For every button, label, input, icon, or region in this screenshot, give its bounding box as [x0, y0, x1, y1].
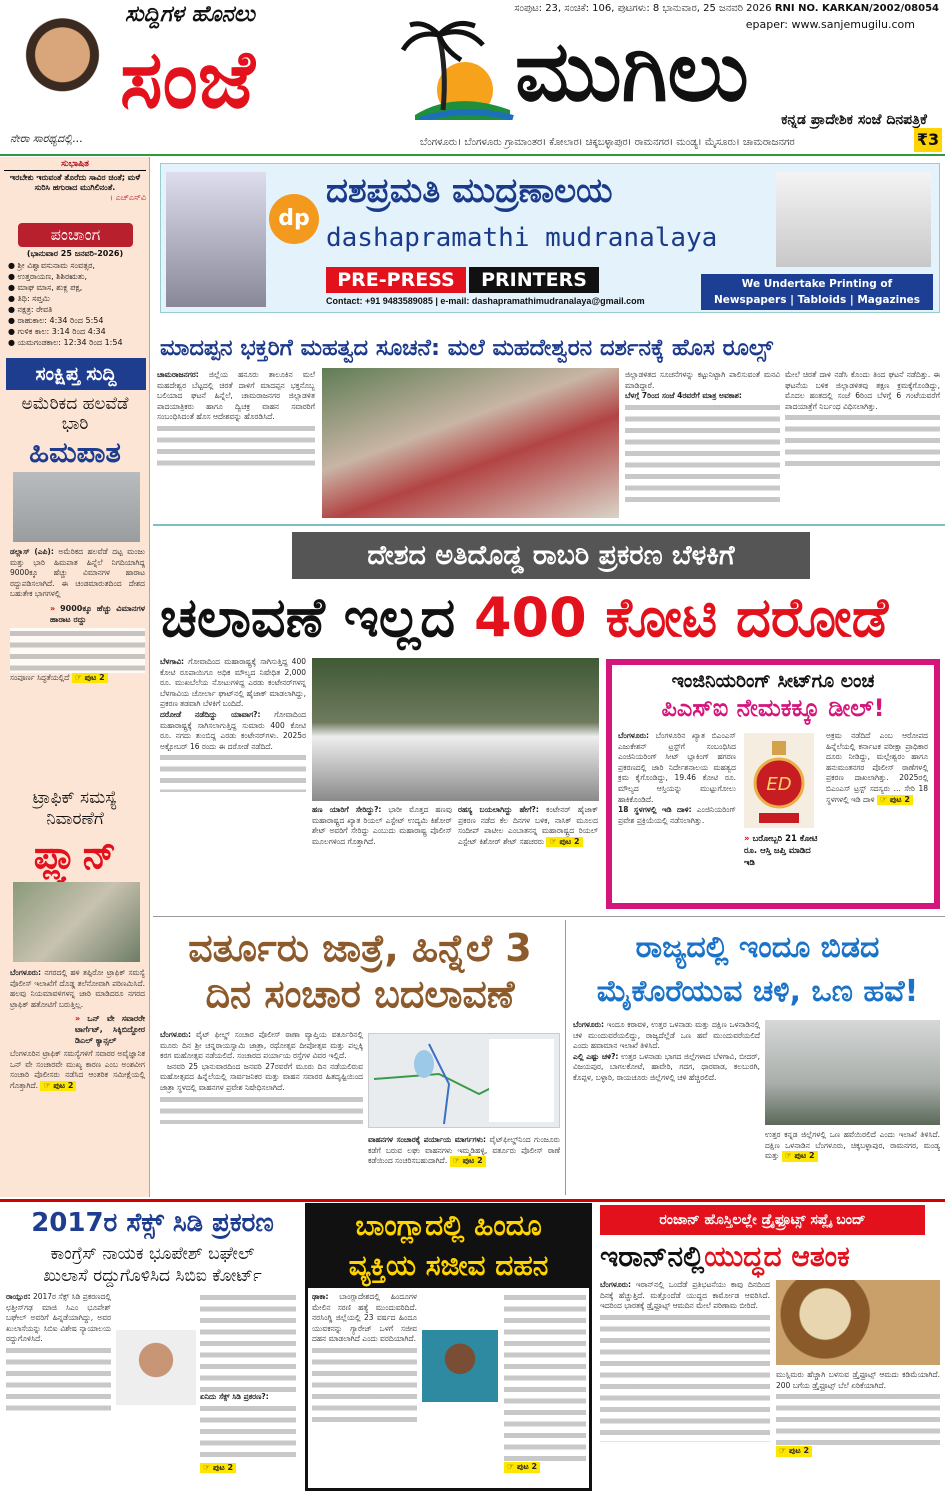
iran-story: ಬೆಂಗಳೂರು: ಇರಾನ್‌ನಲ್ಲಿ ಒಂದೆಡೆ ಪ್ರತಿಭಟನೆಯು ಕಾವು ದಿನದಿಂದ ದಿನಕ್ಕೆ ಹೆಚ್ಚುತ್ತಿದೆ. ಮತ್ತೊಂದೆಡೆ ಯುದ್ಧದ ಕಾರ್ಮೋಡ ಆವರಿಸಿದೆ. ಇದರಿಂದ ಭಾರತಕ್ಕೆ ಡ್ರೈಫ್ರೂಟ್ಸ್ ಆಮದಿನ ಮೇಲೆ ಪರಿಣಾಮ ಬೀರಿದೆ.	[600, 1280, 770, 1442]
panchanga-item: ● ಗುಳಿಕ ಕಾಲ: 3:14 ರಿಂದ 4:34	[8, 327, 106, 336]
subhashita-author: । ಎಚ್‌ಎಸ್‌ವಿ	[110, 193, 146, 202]
traffic-headline: ಪ್ಲ್ಯಾನ್	[33, 833, 117, 877]
psi-deal-box	[606, 659, 940, 909]
robbery-col3: ರಹಸ್ಯ ಬಯಲಾಗಿದ್ದು ಹೇಗೆ?: ಕಂಟೇನರ್ ಹೈಜಾಕ್ ಪ್ರಕರಣ ನಡೆದ ಕೆಲ ದಿನಗಳ ಬಳಿಕ, ನಾಸಿಕ್ ಮೂಲದ ಸಂದೀಪ್ ಪಾಟೀಲ ಎಂಬಾತನನ್ನ ಮಹಾರಾಷ್ಟ್ರದ ರಿಯಲ್ ಎಸ್ಟೇಟ್ ಕಿಶೋರ್ ಶೇಟ್ ಸಹಚರರು ☞ ಪುಟ 2	[458, 805, 599, 846]
weather-headline-line1: ರಾಜ್ಯದಲ್ಲಿ ಇಂದೂ ಬಿಡದ	[635, 930, 880, 965]
continued-page-2[interactable]: ☞ ಪುಟ 2	[782, 1151, 818, 1162]
masthead-name-mugilu: ಮುಗಿಲು	[515, 22, 749, 120]
psi-highlight: » ಬರೋಬ್ಬರಿ 21 ಕೋಟಿ ರೂ. ಆಸ್ತಿ ಜಪ್ತಿ ಮಾಡಿದ ಇಡಿ	[744, 833, 824, 869]
suv-truck-photo	[312, 658, 599, 801]
varthur-headline-line2: ದಿನ ಸಂಚಾರ ಬದಲಾವಣೆ	[205, 972, 515, 1016]
ad-services-line2: Newspapers | Tabloids | Magazines	[713, 294, 921, 306]
panchanga-list	[8, 260, 148, 348]
snow-highlight: » 9000ಕ್ಕೂ ಹೆಚ್ಚು ವಿಮಾನಗಳ ಹಾರಾಟ ರದ್ದು	[50, 603, 145, 625]
bottom-divider	[0, 1199, 945, 1202]
route-map-image	[368, 1033, 560, 1128]
masthead-name-sanje: ಸಂಜೆ	[120, 33, 255, 126]
varthur-headline	[160, 925, 560, 1017]
psi-headline: ಪಿಎಸ್‌ಐ ನೇಮಕಕ್ಕೂ ಡೀಲ್!	[661, 694, 885, 722]
weather-headline-line2: ಮೈಕೊರೆಯುವ ಚಳಿ, ಒಣ ಹವೆ!	[596, 974, 919, 1009]
traffic-photo	[13, 882, 140, 962]
continued-page-2[interactable]: ☞ ಪುಟ 2	[72, 673, 108, 684]
ad-machine-photo-left	[166, 172, 266, 307]
foggy-city-photo	[765, 1020, 940, 1125]
rni-number: RNI NO. KARKAN/2002/08054	[774, 3, 939, 14]
continued-page-2[interactable]: ☞ ಪುಟ 2	[504, 1462, 540, 1473]
bangladesh-headline-line2: ವ್ಯಕ್ತಿಯ ಸಜೀವ ದಹನ	[348, 1249, 549, 1282]
printing-press-ad	[160, 163, 940, 313]
traffic-kicker: ಟ್ರಾಫಿಕ್ ಸಮಸ್ಯೆ ನಿವಾರಣೆಗೆ	[32, 788, 118, 829]
iran-headline-black: ಇರಾನ್‌ನಲ್ಲಿ	[600, 1240, 705, 1273]
psi-col1: ಬೆಂಗಳೂರು: ಬೆಂಗಳೂರಿನ ಖ್ಯಾತ ಬಿಎಂಎಸ್ ಎಜುಕೇಶನ್ ಟ್ರಸ್ಟ್‌ಗೆ ಸಂಬಂಧಿಸಿದ ಎಂಜಿನಿಯರಿಂಗ್ ಸೀಟ್ ಬ್ಲಾಕಿಂಗ್ ಹಗರಣ ಪ್ರಕರಣದಲ್ಲಿ ಜಾರಿ ನಿರ್ದೇಶನಾಲಯ ಮಹತ್ವದ ಕ್ರಮ ಕೈಗೊಂಡಿದ್ದು, 19.46 ಕೋಟಿ ರೂ. ಮೌಲ್ಯದ ಆಸ್ತಿಯನ್ನು ಮುಟ್ಟುಗೋಲು ಹಾಕಿಕೊಂಡಿದೆ. 18 ಸ್ಥಳಗಳಲ್ಲಿ ಇಡಿ ದಾಳಿ: ಎಂಜಿನಿಯರಿಂಗ್ ಪ್ರವೇಶ ಪ್ರಕ್ರಿಯೆಯಲ್ಲಿ ನಡೆಸಲಾಗಿತ್ತು.	[618, 731, 736, 825]
panchanga-item: ● ಶ್ರೀ ವಿಶ್ವಾವಸುನಾಮ ಸಂವತ್ಸರ,	[8, 261, 95, 270]
section-divider	[153, 524, 945, 526]
price-badge: ₹3	[914, 128, 942, 152]
snow-kicker: ಅಮೆರಿಕದ ಹಲವೆಡೆ ಭಾರಿ	[21, 394, 129, 434]
cd-sub-line1: ಕಾಂಗ್ರೆಸ್ ನಾಯಕ ಭೂಪೇಶ್ ಬಘೇಲ್	[50, 1244, 255, 1264]
snow-plane-photo	[13, 472, 140, 542]
robbery-col2: ಹಣ ಯಾರಿಗೆ ಸೇರಿದ್ದು?: ಭಾರೀ ಮೊತ್ತದ ಹಣವು ಮಹಾರಾಷ್ಟ್ರದ ಖ್ಯಾತ ರಿಯಲ್ ಎಸ್ಟೇಟ್ ಉದ್ಯಮಿ ಕಿಶೋರ್ ಶೇಟ್ ಅವರಿಗೆ ಸೇರಿದ್ದು ಎಂಬುದು ಮಹಾರಾಷ್ಟ್ರ ಪೊಲೀಸ್ ಮೂಲಗಳಿಂದ ಗೊತ್ತಾಗಿದೆ.	[312, 805, 452, 846]
panchanga-item: ● ಯಮಗಂಡಕಾಲ: 12:34 ರಿಂದ 1:54	[8, 338, 123, 347]
panchanga-item: ● ಉತ್ತರಾಯಣ, ಶಿಶಿರಋತು,	[8, 272, 88, 281]
subhashita-box	[4, 159, 146, 203]
panchanga-item: ● ರಾಹುಕಾಲ: 4:34 ರಿಂದ 5:54	[8, 316, 104, 325]
robbery-headline-red: 400 ಕೋಟಿ ದರೋಡೆ	[473, 586, 889, 649]
varthur-story: ಬೆಂಗಳೂರು: ವೈಟ್ ಫೀಲ್ಡ್ ಸಂಚಾರ ಪೊಲೀಸ್ ಠಾಣಾ ವ್ಯಾಪ್ತಿಯ ವರ್ತೂರಿನಲ್ಲಿ ಮೂರು ದಿನ ಶ್ರೀ ಚನ್ನರಾಯಸ್ವಾಮಿ ಜಾತ್ರಾ, ರಥೋತ್ಸವ ದೀಪೋತ್ಸವ ಮತ್ತು ಪಲ್ಲಕ್ಕಿ ಕರಗ ಮಹೋತ್ಸವ ನಡೆಯಲಿದೆ. ಸಂಚಾರದ ಪರ್ಯಾಯ ರಸ್ತೆಗಳ ವಿವರ ಇಲ್ಲಿದೆ. ಜನವರಿ 25 ಭಾನುವಾರದಿಂದ ಜನವರಿ 27ರವರೆಗೆ ಮೂರು ದಿನ ನಡೆಯಲಿರುವ ಮಹೋತ್ಸವದ ಹಿನ್ನೆಲೆಯಲ್ಲಿ ಸಾರ್ವಜನಿಕರ ಮತ್ತು ವಾಹನ ಸವಾರರ ಹಿತದೃಷ್ಟಿಯಿಂದ ಜಾತ್ರಾ ಸ್ಥಳದಲ್ಲಿ ವಾಹನಗಳ ಪ್ರವೇಶ ನಿಷೇಧಿಸಲಾಗಿದೆ.	[160, 1030, 363, 1124]
madappa-headline: ಮಾದಪ್ಪನ ಭಕ್ತರಿಗೆ ಮಹತ್ವದ ಸೂಚನೆ: ಮಲೆ ಮಹದೇಶ್ವರನ ದರ್ಶನಕ್ಕೆ ಹೊಸ ರೂಲ್ಸ್	[160, 335, 773, 361]
cd-case-subheadline	[5, 1243, 300, 1287]
masthead-subtitle: ಕನ್ನಡ ಪ್ರಾದೇಶಿಕ ಸಂಜೆ ದಿನಪತ್ರಿಕೆ	[781, 112, 927, 128]
bangladesh-headline	[305, 1203, 592, 1288]
palm-sun-logo	[395, 20, 515, 120]
panchanga-item: ● ಮಾಘ ಮಾಸ, ಶುಕ್ಲ ಪಕ್ಷ,	[8, 283, 83, 292]
ad-machine-photo-right	[776, 172, 931, 267]
ad-contact: Contact: +91 9483589085 | e-mail: dashapramathimudranalaya@gmail.com	[326, 296, 645, 306]
psi-col2: ಅಕ್ರಮ ನಡೆದಿದೆ ಎಂಬ ಆರೋಪದ ಹಿನ್ನೆಲೆಯಲ್ಲಿ ಕರ್ನಾಟಕ ಪರೀಕ್ಷಾ ಪ್ರಾಧಿಕಾರ ದೂರು ನೀಡಿದ್ದು, ಮಲ್ಲೇಶ್ವರಂ ಹಾಗೂ ಹನುಮಂತನಗರ ಪೊಲೀಸ್ ಠಾಣೆಗಳಲ್ಲಿ ಪ್ರಕರಣ ದಾಖಲಾಗಿತ್ತು. 2025ರಲ್ಲಿ ಬಿಎಂಎಸ್ ಟ್ರಸ್ಟ್ ಸದಸ್ಯರು ... ಸೇರಿ 18 ಸ್ಥಳಗಳಲ್ಲಿ ಇಡಿ ದಾಳಿ ☞ ಪುಟ 2	[826, 731, 928, 804]
iran-headline-red: ಯುದ್ಧದ ಆತಂಕ	[704, 1240, 850, 1273]
edition-cities: ಬೆಂಗಳೂರು। ಬೆಂಗಳೂರು ಗ್ರಾಮಾಂತರ। ಕೋಲಾರ। ಚಿಕ್ಕಬಳ್ಳಾಪುರ। ರಾಮನಗರ। ಮಂಡ್ಯ। ಮೈಸೂರು। ಚಾಮರಾಜನಗರ	[420, 137, 795, 148]
bangladesh-story: ಢಾಕಾ: ಬಾಂಗ್ಲಾದೇಶದಲ್ಲಿ ಹಿಂದೂಗಳ ಮೇಲಿನ ಸರಣಿ ಹತ್ಯೆ ಮುಂದುವರಿದಿದೆ. ನರಸಿಂಗ್ಡಿ ಜಿಲ್ಲೆಯಲ್ಲಿ 23 ವರ್ಷದ ಹಿಂದೂ ಯುವಕನನ್ನು ಗ್ಯಾರೇಜ್ ಒಳಗೆ ಸಜೀವ ದಹನ ಮಾಡಲಾಗಿದೆ ಎಂದು ವರದಿಯಾಗಿದೆ.	[312, 1292, 417, 1425]
madappa-col3: ಜಿಲ್ಲಾಡಳಿತದ ಸೂಚನೆಗಳನ್ನು ಕಟ್ಟುನಿಟ್ಟಾಗಿ ಪಾಲಿಸುವಂತೆ ಮನವಿ ಮಾಡಿದ್ದಾರೆ. ಬೆಳಗ್ಗೆ 7ರಿಂದ ಸಂಜೆ 4ರವರೆಗೆ ಮಾತ್ರ ಅವಕಾಶ:	[625, 370, 780, 502]
brief-news-header: ಸಂಕ್ಷಿಪ್ತ ಸುದ್ದಿ	[6, 358, 146, 390]
snow-story: ಡಲ್ಲಾಸ್ (ಎಪಿ): ಅಮೆರಿಕದ ಹಲವೆಡೆ ದಟ್ಟ ಮಂಜು ಮತ್ತು ಭಾರಿ ಹಿಮಪಾತ ಹಿನ್ನೆಲೆ ನಿಗದಿಯಾಗಿದ್ದ 9000ಕ್ಕೂ ಹೆಚ್ಚು ವಿಮಾನಗಳ ಹಾರಾಟ ರದ್ದುಪಡಿಸಲಾಗಿದೆ. ಈ ಚಂಡಮಾರುತದಿಂದ ದೇಶದ ಬಹುತೇಕ ಭಾಗಗಳಲ್ಲಿ » 9000ಕ್ಕೂ ಹೆಚ್ಚು ವಿಮಾನಗಳ ಹಾರಾಟ ರದ್ದು ಸಂಪೂರ್ಣ ಸಿದ್ಧತೆಯಲ್ಲಿದೆ ☞ ಪುಟ 2	[10, 547, 145, 683]
ad-prepress: PRE-PRESS	[326, 267, 466, 293]
continued-page-2[interactable]: ☞ ಪುಟ 2	[877, 795, 913, 806]
victim-photo	[422, 1330, 498, 1402]
iran-headline	[600, 1238, 945, 1276]
cd-case-col2: ಏನಿದು ಸೆಕ್ಸ್ ಸಿಡಿ ಪ್ರಕರಣ?: ☞ ಪುಟ 2	[200, 1292, 296, 1473]
editor-photo	[10, 6, 115, 128]
continued-page-2[interactable]: ☞ ಪುಟ 2	[546, 837, 582, 848]
epaper-link[interactable]: epaper: www.sanjemugilu.com	[745, 18, 915, 31]
weather-caption: ಉತ್ತರ ಕನ್ನಡ ಜಿಲ್ಲೆಗಳಲ್ಲಿ ಒಣ ಹವೆಯಿರಲಿದೆ ಎಂದು ಇಲಾಖೆ ತಿಳಿಸಿದೆ. ದಕ್ಷಿಣ ಒಳನಾಡಿನ ಬೆಂಗಳೂರು, ಚಿಕ್ಕಬಳ್ಳಾಪುರ, ರಾಮನಗರ, ಮಂಡ್ಯ ಮತ್ತು ☞ ಪುಟ 2	[765, 1130, 940, 1161]
robbery-headline	[160, 584, 945, 652]
weather-story: ಬೆಂಗಳೂರು: ಇಂದೂ ಕರಾವಳಿ, ಉತ್ತರ ಒಳನಾಡು ಮತ್ತು ದಕ್ಷಿಣ ಒಳನಾಡಿನಲ್ಲಿ ಚಳಿ ಮುಂದುವರೆಯಲಿದ್ದು, ರಾಜ್ಯದೆಲ್ಲೆಡೆ ಒಣ ಹವೆ ಮುಂದುವರೆಯಲಿದೆ ಎಂದು ಹವಾಮಾನ ಇಲಾಖೆ ತಿಳಿಸಿದೆ. ಎಲ್ಲಿ ಎಷ್ಟು ಚಳಿ?: ಉತ್ತರ ಒಳನಾಡು ಭಾಗದ ಜಿಲ್ಲೆಗಳಾದ ಬೆಳಗಾವಿ, ಬೀದರ್, ವಿಜಯಪುರ, ಬಾಗಲಕೋಟೆ, ಹಾವೇರಿ, ಗದಗ, ಧಾರವಾಡ, ಕಲಬುರಗಿ, ಕೊಪ್ಪಳ, ಬಳ್ಳಾರಿ, ರಾಯಚೂರು ಜಿಲ್ಲೆಗಳಲ್ಲಿ ಚಳಿ ಹೆಚ್ಚಿರಲಿದೆ.	[573, 1020, 760, 1082]
ad-logo: dp	[269, 194, 319, 244]
continued-page-2[interactable]: ☞ ಪುಟ 2	[40, 1081, 76, 1092]
traffic-story: ಬೆಂಗಳೂರು: ನಗರದಲ್ಲಿ ಹಳಿ ತಪ್ಪಿರೋ ಟ್ರಾಫಿಕ್ ಸಮಸ್ಯೆ ಪೊಲೀಸ್ ಇಲಾಖೆಗೆ ದೊಡ್ಡ ತಲೆನೋವಾಗಿ ಪರಿಣಮಿಸಿದೆ. ಹಲವು ನಿಯಮಾವಳಿಗಳನ್ನ ಜಾರಿ ಮಾಡಿದರೂ ನಗರದ ಟ್ರಾಫಿಕ್ ಹತೋಟಿಗೆ ಬರುತ್ತಿಲ್ಲ. » ಒನ್ ವೇ ಸವಾರರೇ ಟಾರ್ಗೆಟ್, ಸಿಕ್ಕಿಬಿದ್ದೋರ ಡಿಎಲ್ ಕ್ಯಾನ್ಸಲ್ ಬೆಂಗಳೂರಿನ ಟ್ರಾಫಿಕ್ ಸಮಸ್ಯೆಗಳಿಗೆ ಸವಾರರ ಅವೈಜ್ಞಾನಿಕ ಒನ್ ವೇ ಸಂಚಾರವೇ ಮುಖ್ಯ ಕಾರಣ ಎಂಬ ಅಂಶವೀಗ ಸಂಚಾರಿ ಪೊಲೀಸರು ನಡೆಸಿದ ಆಂತರಿಕ ಸಮೀಕ್ಷೆಯಲ್ಲಿ ಗೊತ್ತಾಗಿದೆ. ☞ ಪುಟ 2	[10, 968, 145, 1091]
madappa-col4: ಮೇಲೆ ಚಿರತೆ ದಾಳಿ ನಡೆಸಿ ಕೊಂದು ತಿಂದ ಘಟನೆ ನಡೆದಿತ್ತು. ಈ ಘಟನೆಯ ಬಳಿಕ ಜಿಲ್ಲಾಡಳಿತವು ತಕ್ಷಣ ಕ್ರಮಕ್ಕೆಗೊಂಡಿದ್ದು, ಮೊದಲ ಹಂತದಲ್ಲಿ ಸಂಜೆ 6ರಿಂದ ಬೆಳಗ್ಗೆ 6 ಗಂಟೆಯವರೆಗೆ ಪಾದಯಾತ್ರೆಗೆ ನಿರ್ಬಂಧ ವಿಧಿಸಲಾಗಿತ್ತು.	[785, 370, 940, 472]
panchanga-date: (ಭಾನುವಾರ 25 ಜನವರಿ-2026)	[26, 249, 124, 258]
dry-fruits-photo	[776, 1280, 940, 1365]
ad-title-kannada: ದಶಪ್ರಮತಿ ಮುದ್ರಣಾಲಯ	[326, 171, 613, 211]
panchanga-title: ಪಂಚಾಂಗ	[18, 223, 133, 247]
masthead-tagline: ಸುದ್ದಿಗಳ ಹೊನಲು	[125, 2, 256, 27]
ad-services-line1: We Undertake Printing of	[741, 278, 893, 290]
section-divider	[153, 916, 945, 917]
continued-page-2[interactable]: ☞ ಪುಟ 2	[200, 1463, 236, 1474]
ad-title-english: dashapramathi mudranalaya	[326, 223, 718, 253]
weather-headline	[570, 926, 945, 1014]
robbery-col1: ಬೆಳಗಾವಿ: ಗೋವಾದಿಂದ ಮಹಾರಾಷ್ಟ್ರಕ್ಕೆ ಸಾಗಿಸುತ್ತಿದ್ದ 400 ಕೋಟಿ ರೂಪಾಯಿಗೂ ಅಧಿಕ ಮೌಲ್ಯದ ನಿಷೇಧಿತ 2,000 ರೂ. ಮುಖಬೆಲೆಯ ನೋಟುಗಳಿದ್ದ ಎರಡು ಕಂಟೇನರ್‌ಗಳನ್ನ ಬೆಳಗಾವಿಯ ಚೋರ್ಲಾ ಘಾಟ್‌ನಲ್ಲಿ ಹೈಜಾಕ್ ಮಾಡಲಾಗಿದ್ದು, ಪ್ರಕರಣ ತಡವಾಗಿ ಬೆಳಕಿಗೆ ಬಂದಿದೆ. ದರೋಡೆ ನಡೆದಿದ್ದು ಯಾವಾಗ?: ಗೋವಾದಿಂದ ಮಹಾರಾಷ್ಟ್ರಕ್ಕೆ ಸಾಗಿಸಲಾಗುತ್ತಿದ್ದ ಸುಮಾರು 400 ಕೋಟಿ ರೂ. ನಗದು ತುಂಬಿದ್ದ ಎರಡು ಕಂಟೇನರ್‌ಗಳು. 2025ರ ಅಕ್ಟೋಬರ್ 16 ರಂದು ಈ ದರೋಡೆ ನಡೆದಿದೆ.	[160, 657, 306, 792]
issue-details: ಸಂಪುಟ: 23, ಸಂಚಿಕೆ: 106, ಪುಟಗಳು: 8 ಭಾನುವಾರ, 25 ಜನವರಿ 2026	[514, 3, 772, 14]
ad-services-box	[701, 274, 933, 310]
continued-page-2[interactable]: ☞ ಪುಟ 2	[450, 1156, 486, 1167]
cd-case-headline: 2017ರ ಸೆಕ್ಸ್ ಸಿಡಿ ಪ್ರಕರಣ	[31, 1208, 274, 1238]
column-divider	[565, 920, 566, 1195]
iran-banner: ರಂಜಾನ್ ಹೊಸ್ತಿಲಲ್ಲೇ ಡ್ರೈಫ್ರೂಟ್ಸ್ ಸಪ್ಲೈ ಬಂದ್	[600, 1205, 925, 1235]
subhashita-title: ಸುಭಾಷಿತ	[4, 159, 146, 171]
cd-case-story: ರಾಯ್ಪುರ: 2017ರ ಸೆಕ್ಸ್ ಸಿಡಿ ಪ್ರಕರಣದಲ್ಲಿ ಛತ್ತೀಸ್‌ಗಢ ಮಾಜಿ ಸಿಎಂ ಭೂಪೇಶ್ ಬಘೇಲ್ ಅವರಿಗೆ ಹಿನ್ನಡೆಯಾಗಿದ್ದು, ಅವರ ಖುಲಾಸೆಯನ್ನು ಸಿಬಿಐ ವಿಶೇಷ ನ್ಯಾಯಾಲಯ ರದ್ದುಗೊಳಿಸಿದೆ.	[6, 1292, 111, 1415]
iran-col2: ಮುಸ್ಲಿಮರು ಹೆಚ್ಚಾಗಿ ಬಳಸುವ ಡ್ರೈಫ್ರೂಟ್ಸ್ ಆಮದು ಕಡಿಮೆಯಾಗಿದೆ. 200 ಬಗೆಯ ಡ್ರೈಫ್ರೂಟ್ಸ್ ಬೆಲೆ ಏರಿಕೆಯಾಗಿದೆ. ☞ ಪುಟ 2	[776, 1370, 940, 1456]
madappa-col1: ಚಾಮರಾಜನಗರ: ಜಿಲ್ಲೆಯ ಹನೂರು ತಾಲೂಕಿನ ಮಲೆ ಮಹದೇಶ್ವರ ಬೆಟ್ಟದಲ್ಲಿ ಚಿರತೆ ದಾಳಿಗೆ ಮಾದಪ್ಪನ ಭಕ್ತನೊಬ್ಬ ಬಲಿಯಾದ ಘಟನೆ ಹಿನ್ನೆಲೆ, ಚಾಮರಾಜನಗರ ಜಿಲ್ಲಾಡಳಿತ ಪಾದಯಾತ್ರಿಕರು ಹಾಗೂ ದ್ವಿಚಕ್ರ ವಾಹನ ಸವಾರರಿಗೆ ಸಂಬಂಧಿಸಿದಂತೆ ಹೊಸ ಆದೇಶವನ್ನು ಹೊರಡಿಸಿದೆ.	[157, 370, 315, 468]
subhashita-text: ಇರಬೇಕು ಇರುವಂತೆ ತೊರೆದು ಸಾವಿರ ಚಿಂತೆ; ಮಳೆ ಸುರಿಸಿ ಹಗುರಾದ ಮುಗಿಲಿನಂತೆ.	[9, 173, 141, 192]
editor-signature: ನೇರಾ ಸಾರಥ್ಯದಲ್ಲಿ...	[10, 132, 84, 145]
panchanga-item: ● ತಿಥಿ: ಸಪ್ತಮಿ	[8, 294, 50, 303]
panchanga-item: ● ನಕ್ಷತ್ರ: ರೇವತಿ	[8, 305, 53, 314]
issue-info	[514, 2, 939, 15]
continued-page-2[interactable]: ☞ ಪುಟ 2	[776, 1446, 812, 1457]
bangladesh-col2	[504, 1292, 586, 1473]
svg-text:ED: ED	[766, 774, 792, 795]
robbery-headline-black: ಚಲಾವಣೆ ಇಲ್ಲದ	[160, 586, 456, 649]
varthur-headline-line1: ವರ್ತೂರು ಜಾತ್ರೆ, ಹಿನ್ನೆಲೆ 3	[188, 926, 532, 970]
robbery-banner: ದೇಶದ ಅತಿದೊಡ್ಡ ರಾಬರಿ ಪ್ರಕರಣ ಬೆಳಕಿಗೆ	[292, 532, 810, 579]
bhupesh-baghel-photo	[116, 1330, 196, 1405]
ed-seal-icon	[744, 733, 814, 828]
temple-aerial-photo	[322, 368, 619, 518]
varthur-routes: ವಾಹನಗಳ ಸಂಚಾರಕ್ಕೆ ಪರ್ಯಾಯ ಮಾರ್ಗಗಳು: ವೈಟ್‌ಫೀಲ್ಡ್‌ನಿಂದ ಗುಂಜೂರು ಕಡೆಗೆ ಬರುವ ಲಘು ವಾಹನಗಳು ಇಮ್ಮಡಿಹಳ್ಳಿ, ವರ್ತೂರು ಪೊಲೀಸ್ ಠಾಣೆ ಕಡೆಯಿಂದ ಸಂಚರಿಸಬಹುದಾಗಿದೆ. ☞ ಪುಟ 2	[368, 1135, 560, 1166]
traffic-highlight: » ಒನ್ ವೇ ಸವಾರರೇ ಟಾರ್ಗೆಟ್, ಸಿಕ್ಕಿಬಿದ್ದೋರ ಡಿಎಲ್ ಕ್ಯಾನ್ಸಲ್	[75, 1013, 145, 1046]
snow-headline: ಹಿಮಪಾತ	[29, 435, 121, 469]
psi-kicker: ಇಂಜಿನಿಯರಿಂಗ್ ಸೀಟ್‌ಗೂ ಲಂಚ	[671, 670, 875, 692]
bangladesh-headline-line1: ಬಾಂಗ್ಲಾದಲ್ಲಿ ಹಿಂದೂ	[355, 1209, 542, 1242]
cd-sub-line2: ಖುಲಾಸೆ ರದ್ದುಗೊಳಿಸಿದ ಸಿಬಿಐ ಕೋರ್ಟ್	[43, 1266, 262, 1286]
masthead-divider	[0, 154, 945, 156]
ad-printers: PRINTERS	[469, 267, 599, 293]
